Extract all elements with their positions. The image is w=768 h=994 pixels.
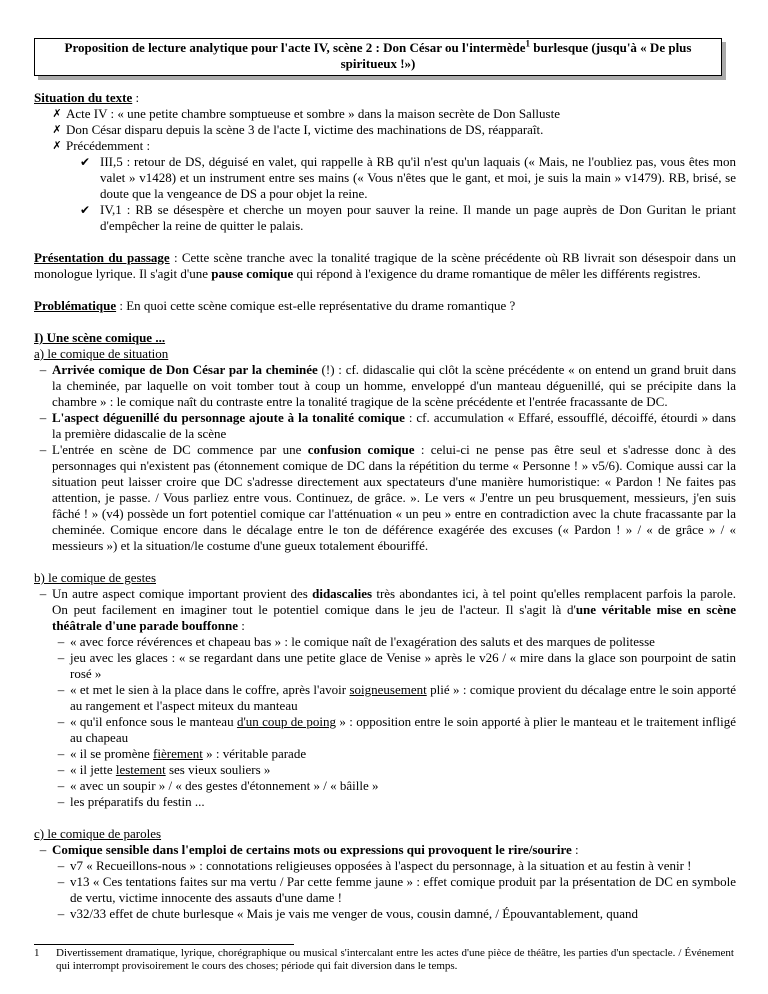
- cross-icon: ✗: [52, 140, 62, 152]
- list-item: – Comique sensible dans l'emploi de certains mots ou expressions qui provoquent le rire/sourire :: [39, 842, 579, 857]
- sub-list-item: – v13 « Ces tentations faites sur ma vertu / Par cette femme jaune » : effet comique produit par la présentation de DC en symbole de vertu, victime innocente des assauts d'une dame !: [57, 874, 736, 905]
- sub-list-item: – « et met le sien à la place dans le coffre, après l'avoir soigneusement plié » : comique provient du décalage entre le soin apporté au rangement et l'aspect miteux du manteau: [57, 682, 736, 713]
- cross-icon: ✗: [52, 124, 62, 136]
- cross-icon: ✗: [52, 108, 62, 120]
- title-part1: Proposition de lecture analytique pour l'acte IV, scène 2 : Don César ou l'intermède: [64, 40, 526, 55]
- sub-list-item: – « avec force révérences et chapeau bas » : le comique naît de l'exagération des saluts et des marques de politesse: [57, 634, 655, 649]
- problematique-paragraph: Problématique : En quoi cette scène comique est-elle représentative du drame romantique ?: [34, 298, 516, 313]
- document-title: [34, 38, 722, 76]
- footnote-ref[interactable]: 1: [525, 38, 531, 49]
- section-a-heading: a) le comique de situation: [34, 346, 169, 361]
- sub-list-item: – « il se promène fièrement » : véritable parade: [57, 746, 307, 761]
- checkmark-icon: ✔: [79, 203, 91, 217]
- situation-item: ✗ Don César disparu depuis la scène 3 de l'acte I, victime des machinations de DS, réapparaît.: [48, 122, 736, 138]
- footnote: [34, 947, 734, 973]
- situation-subitem: ✔ III,5 : retour de DS, déguisé en valet, qui rappelle à RB qu'il n'est qu'un laquais (« Mais, ne l'oubliez pas, vous êtes mon valet » v1428) et un instrument entre ses mains (« Vous n'êtes que le gant, et moi, je suis la main » v1479). RB, brisé, se doute que la vengeance de DS a pour objet la reine.: [70, 154, 736, 202]
- sub-list-item: – v32/33 effet de chute burlesque « Mais je vais me venger de vous, cousin damné, / Épouvantablement, quand: [57, 906, 638, 921]
- part1-heading: I) Une scène comique ...: [34, 330, 166, 345]
- sub-list-item: – les préparatifs du festin ...: [57, 794, 205, 809]
- title-part2: burlesque (jusqu'à « De plus spiritueux !»): [340, 40, 692, 71]
- checkmark-icon: ✔: [79, 155, 91, 169]
- list-item: – L'aspect déguenillé du personnage ajoute à la tonalité comique : cf. accumulation « Effaré, essoufflé, décoiffé, étourdi » dans la première didascalie de la scène: [39, 410, 736, 441]
- list-item: – Arrivée comique de Don César par la cheminée (!) : cf. didascalie qui clôt la scène précédente « on entend un grand bruit dans la cheminée, par laquelle on voit tomber tout à coup un homme, enveloppé d'un manteau déguenillé, qui se précipite dans la chambre » : le comique naît du contraste entre la tonalité tragique de la scène précédente et l'entrée fracassante de DC.: [39, 362, 737, 409]
- situation-item: ✗ Acte IV : « une petite chambre somptueuse et sombre » dans la maison secrète de Don Salluste: [48, 106, 736, 122]
- list-item: – L'entrée en scène de DC commence par une confusion comique : celui-ci ne pense pas être seul et s'adresse donc à des personnages qui n'existent pas (étonnement comique de DC dans la répétition du terme « Personne ! » v5/6). Comique aussi car la situation peut laisser croire que DC s'adresse directement aux spectateurs d'une manière humoristique: « Pardon ! Ne faites pas attention, je passe. / Vous parliez entre vous. Continuez, de grâce. ». Le vers « J'entre un peu brusquement, messieurs, j'en suis fâché ! » (v4) possède un fort potentiel comique car l'atténuation « un peu » entre en contradiction avec la chute fracassante par la cheminée. Comique encore dans le décalage entre le ton de déférence exagérée des excuses (« Pardon ! » / « de grâce » / « messieurs ») et la situation/le costume d'une gueux totalement ébouriffé.: [39, 442, 736, 553]
- document-body: [34, 90, 736, 922]
- sub-list-item: – jeu avec les glaces : « se regardant dans une petite glace de Venise » après le v26 / « mire dans la glace son pourpoint de satin rosé »: [57, 650, 736, 681]
- situation-item: ✗ Précédemment :: [48, 138, 736, 154]
- situation-heading: Situation du texte :: [34, 90, 140, 105]
- situation-subitem: ✔ IV,1 : RB se désespère et cherche un moyen pour sauver la reine. Il mande un page auprès de Don Guritan le priant d'empêcher la reine de quitter le palais.: [70, 202, 736, 234]
- sub-list-item: – « il jette lestement ses vieux souliers »: [57, 762, 271, 777]
- sub-list-item: – « avec un soupir » / « des gestes d'étonnement » / « bâille »: [57, 778, 379, 793]
- presentation-paragraph: Présentation du passage : Cette scène tranche avec la tonalité tragique de la scène précédente où RB livrait son désespoir dans un monologue lyrique. Il s'agit d'une pause comique qui répond à l'exigence du drame romantique de mêler les différents registres.: [34, 250, 736, 281]
- footnote-divider: [34, 944, 294, 945]
- footnote-number: 1: [34, 947, 40, 959]
- section-c-heading: c) le comique de paroles: [34, 826, 162, 841]
- sub-list-item: – « qu'il enfonce sous le manteau d'un coup de poing » : opposition entre le soin apporté à plier le manteau et le traitement infligé au chapeau: [57, 714, 736, 745]
- footnote-text: Divertissement dramatique, lyrique, chorégraphique ou musical s'intercalant entre les actes d'une pièce de théâtre, les parties d'un spectacle. / Événement qui interrompt provisoirement le cours des choses; période qui fait diversion dans le temps.: [56, 947, 734, 972]
- list-item: – Un autre aspect comique important provient des didascalies très abondantes ici, à tel point qu'elles remplacent parfois la parole. On peut facilement en imaginer tout le potentiel comique dans le jeu de l'acteur. Il s'agit là d'une véritable mise en scène théâtrale d'une parade bouffonne :: [39, 586, 736, 633]
- sub-list-item: – v7 « Recueillons-nous » : connotations religieuses opposées à l'aspect du personnage, à la situation et au festin à venir !: [57, 858, 692, 873]
- section-b-heading: b) le comique de gestes: [34, 570, 157, 585]
